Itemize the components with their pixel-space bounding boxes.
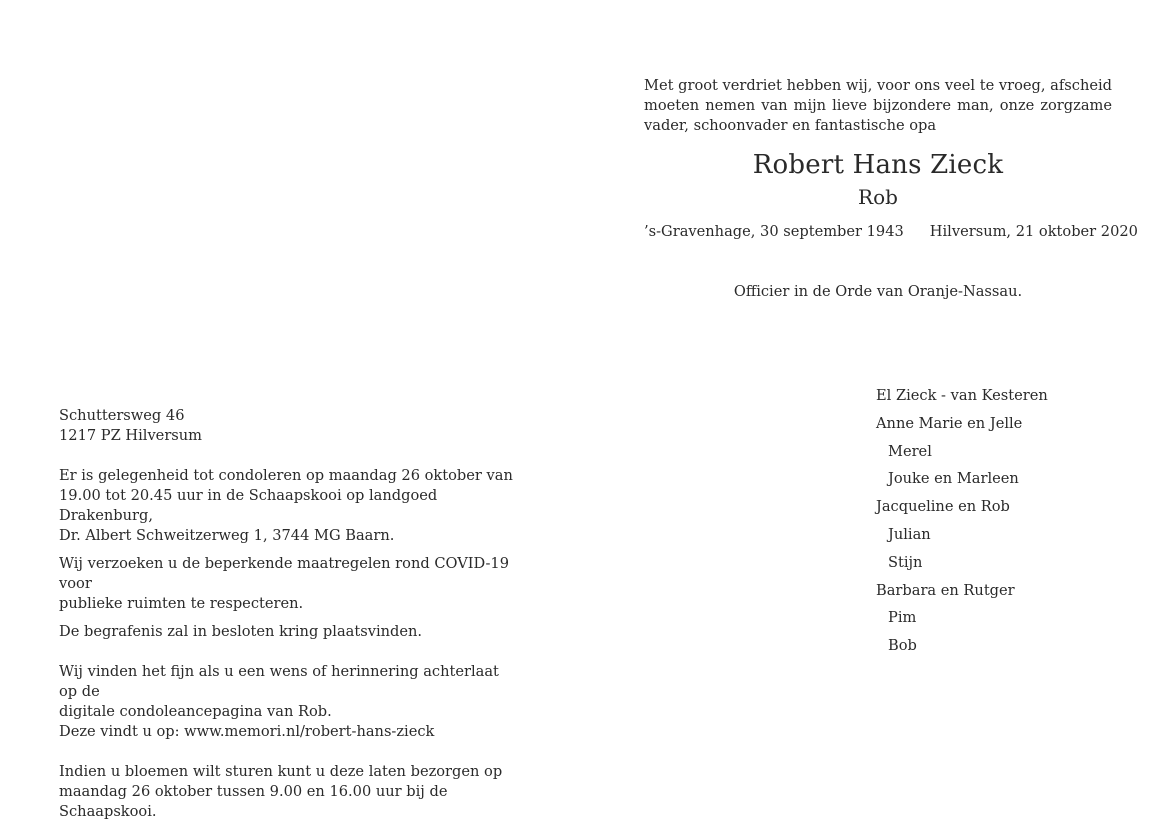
- death-place-date: Hilversum, 21 oktober 2020: [929, 223, 1138, 240]
- condolence-line: Dr. Albert Schweitzerweg 1, 3744 MG Baarn.: [59, 527, 395, 544]
- family-member: Barbara en Rutger: [876, 581, 1015, 599]
- covid-line: Wij verzoeken u de beperkende maatregelen rond COVID-19 voor: [59, 555, 509, 592]
- funeral-notice: [59, 622, 519, 642]
- family-member: Bob: [888, 637, 917, 655]
- family-member: Merel: [888, 442, 932, 460]
- family-member: Anne Marie en Jelle: [876, 414, 1023, 432]
- family-member: Jacqueline en Rob: [876, 498, 1010, 516]
- flowers-line: maandag 26 oktober tussen 9.00 en 16.00 uur bij de Schaapskooi.: [59, 783, 448, 820]
- covid-line: publieke ruimten te respecteren.: [59, 595, 304, 612]
- deceased-nickname: Rob: [858, 185, 898, 209]
- memori-line: Deze vindt u op: www.memori.nl/robert-hans-zieck: [59, 723, 435, 740]
- memori-line: Wij vinden het fijn als u een wens of herinnering achterlaat op de: [59, 663, 499, 700]
- birth-place-date: ’s-Gravenhage, 30 september 1943: [644, 223, 904, 240]
- life-dates: [644, 222, 1138, 242]
- family-member: Jouke en Marleen: [888, 470, 1019, 488]
- honor-title: Officier in de Orde van Oranje-Nassau.: [733, 283, 1023, 300]
- family-member: Julian: [888, 525, 931, 543]
- deceased-name: Robert Hans Zieck: [752, 150, 1004, 180]
- address-city: 1217 PZ Hilversum: [59, 427, 203, 444]
- announcement-intro: Met groot verdriet hebben wij, voor ons veel te vroeg, afscheid moeten nemen van mijn lieve bijzondere man, onze zorgzame vader, schoonvader en fantastische opa: [644, 77, 1112, 134]
- death-announcement: [644, 76, 1138, 302]
- memori-notice: [59, 662, 519, 742]
- address-street: Schuttersweg 46: [59, 407, 185, 424]
- funeral-line: De begrafenis zal in besloten kring plaatsvinden.: [59, 623, 423, 640]
- practical-info: [59, 406, 519, 822]
- condolence-line: Er is gelegenheid tot condoleren op maandag 26 oktober van: [59, 467, 513, 484]
- memori-line: digitale condoleancepagina van Rob.: [59, 703, 332, 720]
- condolence-info: [59, 466, 519, 546]
- covid-notice: [59, 554, 519, 614]
- flowers-notice: [59, 762, 519, 822]
- family-member: El Zieck - van Kesteren: [876, 387, 1048, 404]
- family-member: Stijn: [888, 553, 923, 571]
- flowers-line: Indien u bloemen wilt sturen kunt u deze laten bezorgen op: [59, 763, 503, 780]
- family-list: [876, 382, 1136, 660]
- condolence-line: 19.00 tot 20.45 uur in de Schaapskooi op landgoed Drakenburg,: [59, 487, 438, 524]
- family-member: Pim: [888, 609, 917, 627]
